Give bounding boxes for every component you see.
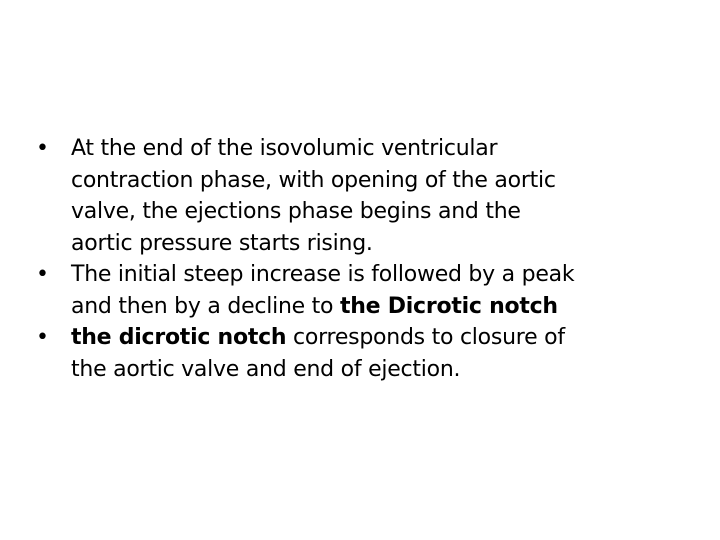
bullet-3-line-1-text: corresponds to closure of <box>286 325 565 350</box>
bullet-2-line-2 <box>71 291 686 323</box>
bullet-list <box>36 133 686 385</box>
bullet-1-line-2: contraction phase, with opening of the aortic <box>71 167 556 193</box>
dicrotic-notch-term: the dicrotic notch <box>71 325 287 350</box>
bullet-item-1 <box>36 133 686 259</box>
dicrotic-notch-emphasis: the Dicrotic notch <box>340 293 558 319</box>
bullet-3-line-1 <box>71 322 686 354</box>
bullet-1-line-1: At the end of the isovolumic ventricular <box>71 136 498 161</box>
bullet-1-line-4: aortic pressure starts rising. <box>71 230 373 256</box>
bullet-item-3 <box>36 322 686 385</box>
bullet-2-line-2-text: and then by a decline to <box>71 293 340 319</box>
bullet-3-line-2: the aortic valve and end of ejection. <box>71 356 461 382</box>
bullet-marker: • <box>36 325 49 350</box>
bullet-marker: • <box>36 262 49 287</box>
bullet-1-line-3: valve, the ejections phase begins and the <box>71 199 521 224</box>
bullet-2-line-1: The initial steep increase is followed by a peak <box>71 262 575 287</box>
bullet-item-2 <box>36 259 686 322</box>
bullet-marker: • <box>36 136 49 161</box>
